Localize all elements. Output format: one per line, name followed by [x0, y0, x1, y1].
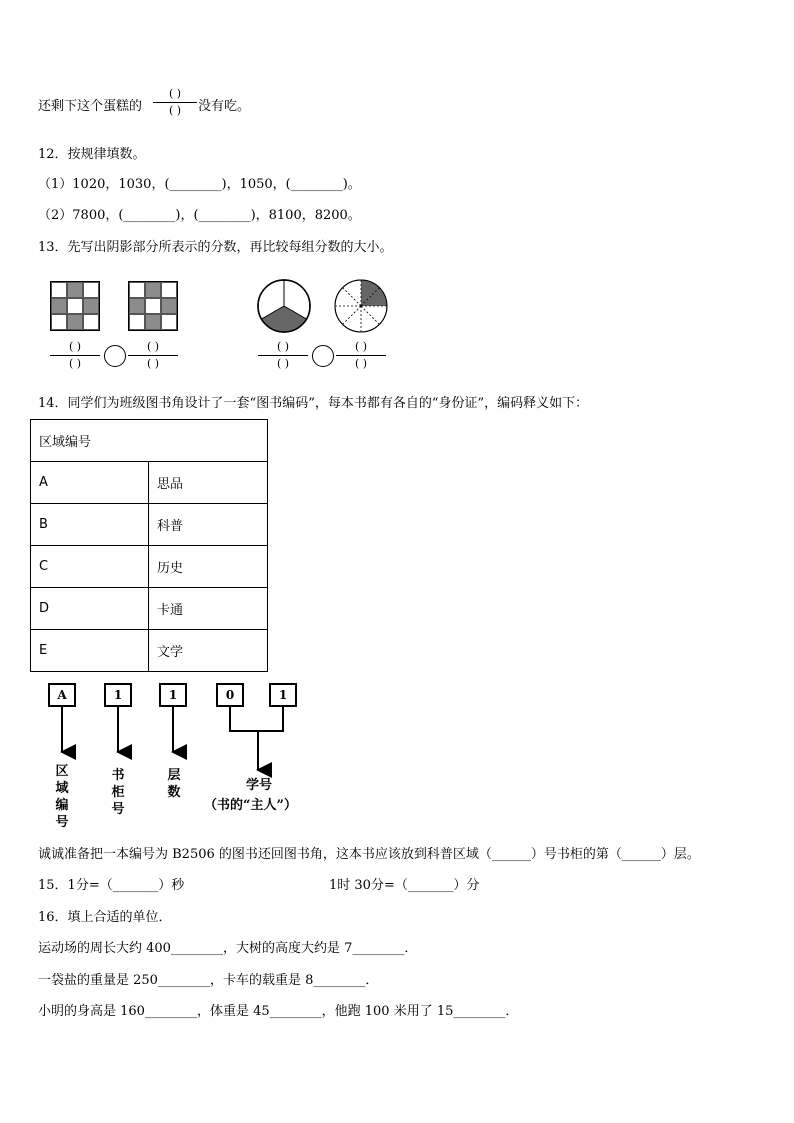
label-book-owner: （书的“主人”） [204, 798, 297, 813]
table-header: 区域编号 [31, 420, 268, 462]
q15-right[interactable]: 1时 30分=（_______）分 [329, 878, 480, 893]
q16-title: 16．填上合适的单位． [38, 910, 172, 925]
label-shelf-number: 书 柜 号 [111, 768, 125, 817]
numerator-blank: ( ) [168, 87, 182, 100]
label-student-number: 学号 [246, 778, 273, 793]
q12-line1[interactable]: （1）1020，1030，(________)，1050，(________)。 [38, 177, 361, 192]
table-row: A 思品 [31, 462, 268, 504]
table-row: D 卡通 [31, 588, 268, 630]
q16-line1[interactable]: 运动场的周长大约 400________，大树的高度大约是 7________． [38, 941, 418, 956]
table-row: B 科普 [31, 504, 268, 546]
code-box-region: A [48, 683, 76, 707]
q14-question[interactable]: 诚诚准备把一本编号为 B2506 的图书还回图书角，这本书应该放到科普区域（______）号书柜的第（______）层。 [38, 847, 700, 862]
q13-frac-3[interactable]: ( ) ( ) [258, 341, 308, 370]
table-row: C 历史 [31, 546, 268, 588]
label-region-code: 区 域 编 号 [55, 764, 69, 830]
q13-frac-4[interactable]: ( ) ( ) [336, 341, 386, 370]
code-box-student-2: 1 [269, 683, 297, 707]
q11-prefix: 还剩下这个蛋糕的 [38, 99, 143, 114]
q13-frac-2[interactable]: ( ) ( ) [128, 341, 178, 370]
q12-title: 12．按规律填数。 [38, 147, 146, 162]
label-layer-number: 层 数 [167, 768, 181, 800]
q12-line2[interactable]: （2）7800，(________)，(________)，8100，8200。 [38, 208, 361, 223]
q13-frac-1[interactable]: ( ) ( ) [50, 341, 100, 370]
q13-title: 13．先写出阴影部分所表示的分数，再比较每组分数的大小。 [38, 240, 393, 255]
q14-title: 14．同学们为班级图书角设计了一套“图书编码”，每本书都有各自的“身份证”，编码释义如下： [38, 396, 589, 411]
code-box-layer: 1 [159, 683, 187, 707]
q16-line2[interactable]: 一袋盐的重量是 250________，卡车的载重是 8________． [38, 973, 379, 988]
q11-suffix: 没有吃。 [198, 99, 251, 114]
code-box-student-1: 0 [216, 683, 244, 707]
table-row: E 文学 [31, 630, 268, 672]
q15-left[interactable]: 15．1分=（_______）秒 [38, 878, 185, 893]
denominator-blank: ( ) [168, 104, 182, 117]
code-box-shelf: 1 [104, 683, 132, 707]
q16-line3[interactable]: 小明的身高是 160________，体重是 45________，他跑 100 米用了 15________． [38, 1004, 519, 1019]
